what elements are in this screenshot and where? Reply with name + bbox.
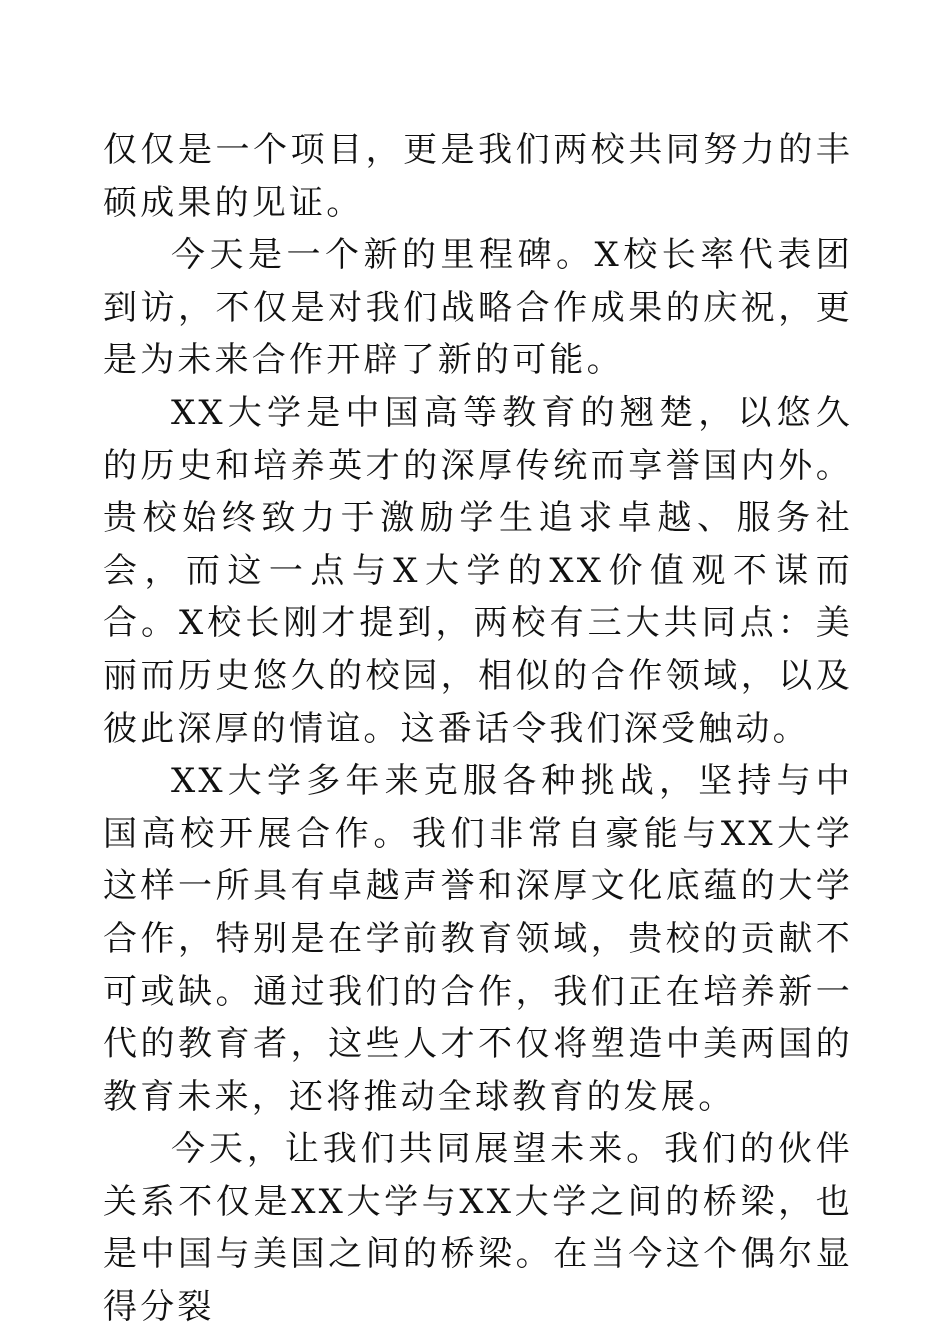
document-body	[103, 124, 853, 1334]
paragraph-continuation: 仅仅是一个项目，更是我们两校共同努力的丰硕成果的见证。	[103, 130, 853, 223]
paragraph-cooperation: XX大学多年来克服各种挑战，坚持与中国高校开展合作。我们非常自豪能与XX大学这样一所具有卓越声誉和深厚文化底蕴的大学合作，特别是在学前教育领域，贵校的贡献不可或缺。通过我们的合作，我们正在培养新一代的教育者，这些人才不仅将塑造中美两国的教育未来，还将推动全球教育的发展。	[103, 761, 853, 1117]
paragraph-university-intro: XX大学是中国高等教育的翘楚，以悠久的历史和培养英才的深厚传统而享誉国内外。贵校始终致力于激励学生追求卓越、服务社会，而这一点与X大学的XX价值观不谋而合。X校长刚才提到，两校有三大共同点：美丽而历史悠久的校园，相似的合作领域，以及彼此深厚的情谊。这番话令我们深受触动。	[103, 392, 853, 749]
paragraph-future: 今天，让我们共同展望未来。我们的伙伴关系不仅是XX大学与XX大学之间的桥梁，也是中国与美国之间的桥梁。在当今这个偶尔显得分裂	[103, 1129, 853, 1328]
paragraph-milestone: 今天是一个新的里程碑。X校长率代表团到访，不仅是对我们战略合作成果的庆祝，更是为未来合作开辟了新的可能。	[103, 235, 853, 381]
